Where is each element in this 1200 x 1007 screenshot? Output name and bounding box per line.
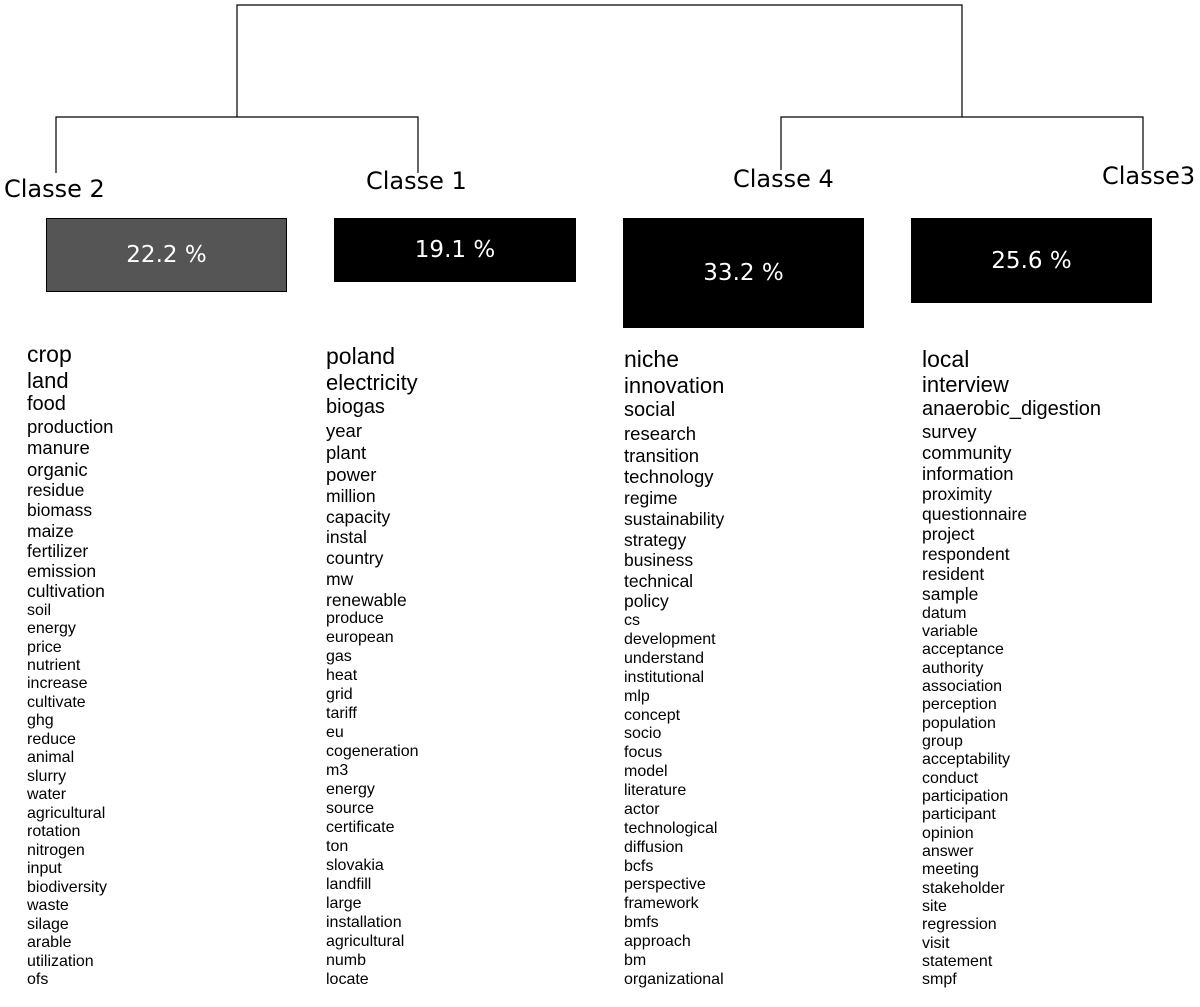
word-item: bmfs xyxy=(624,914,659,932)
word-item: literature xyxy=(624,782,687,800)
word-item: eu xyxy=(326,724,344,742)
word-list-classe-1 xyxy=(326,343,419,990)
word-item: sustainability xyxy=(624,508,725,529)
percent-value-classe-1: 19.1 % xyxy=(414,237,496,263)
percent-box-classe-4 xyxy=(623,218,864,328)
word-item: heat xyxy=(326,667,358,685)
word-item: installation xyxy=(326,913,402,931)
word-item: emission xyxy=(27,561,97,582)
word-item: cultivate xyxy=(27,693,86,711)
word-item: animal xyxy=(27,749,75,767)
word-item: community xyxy=(922,441,1012,463)
word-item: capacity xyxy=(326,506,391,527)
word-item: acceptability xyxy=(922,751,1011,769)
word-item: smpf xyxy=(922,971,957,989)
word-item: statement xyxy=(922,953,993,971)
word-item: european xyxy=(326,629,394,647)
word-item: certificate xyxy=(326,819,395,837)
word-item: social xyxy=(624,399,676,422)
word-item: focus xyxy=(624,744,663,762)
dendrogram-tree xyxy=(0,0,1200,203)
word-item: acceptance xyxy=(922,641,1004,659)
word-item: project xyxy=(922,524,975,545)
word-item: cultivation xyxy=(27,581,105,602)
percent-box-classe-1 xyxy=(334,218,576,282)
word-item: group xyxy=(922,732,963,750)
word-item: technological xyxy=(624,819,718,837)
word-item: poland xyxy=(326,343,396,369)
word-item: million xyxy=(326,485,376,506)
word-item: regime xyxy=(624,488,678,509)
word-item: anaerobic_digestion xyxy=(922,397,1102,420)
word-item: understand xyxy=(624,649,705,667)
word-item: authority xyxy=(922,659,984,677)
word-item: population xyxy=(922,714,996,732)
word-item: policy xyxy=(624,591,669,612)
word-item: cs xyxy=(624,612,640,630)
class-label-classe-3: Classe3 xyxy=(1102,162,1196,190)
word-item: cogeneration xyxy=(326,743,419,761)
word-item: strategy xyxy=(624,529,687,550)
word-item: mw xyxy=(326,568,354,589)
word-item: utilization xyxy=(27,952,94,970)
word-item: datum xyxy=(922,604,967,622)
class-label-classe-4: Classe 4 xyxy=(733,165,834,193)
word-item: increase xyxy=(27,675,88,693)
word-item: nitrogen xyxy=(27,841,85,859)
word-item: waste xyxy=(27,897,69,915)
word-item: meeting xyxy=(922,861,979,879)
word-item: variable xyxy=(922,622,979,640)
word-item: concept xyxy=(624,706,681,724)
word-item: institutional xyxy=(624,668,705,686)
word-item: nutrient xyxy=(27,657,81,674)
word-item: renewable xyxy=(326,589,407,610)
word-item: business xyxy=(624,550,694,571)
word-item: mlp xyxy=(624,687,650,705)
word-item: organic xyxy=(27,458,88,480)
word-item: answer xyxy=(922,842,974,860)
word-item: technical xyxy=(624,570,694,591)
word-item: resident xyxy=(922,564,985,585)
word-item: model xyxy=(624,763,668,781)
word-item: gas xyxy=(326,648,352,666)
percent-value-classe-4: 33.2 % xyxy=(703,260,784,286)
word-item: sample xyxy=(922,584,979,605)
word-item: input xyxy=(27,860,62,878)
word-item: bcfs xyxy=(624,857,654,875)
word-item: questionnaire xyxy=(922,504,1028,525)
word-item: stakeholder xyxy=(922,879,1005,897)
word-item: locate xyxy=(326,970,369,988)
word-item: research xyxy=(624,422,696,444)
word-item: development xyxy=(624,631,716,649)
word-item: m3 xyxy=(326,762,349,780)
word-item: fertilizer xyxy=(27,540,89,561)
word-item: ghg xyxy=(27,712,54,730)
percent-value-classe-3: 25.6 % xyxy=(991,247,1072,274)
word-item: proximity xyxy=(922,484,993,505)
word-item: residue xyxy=(27,480,85,501)
word-item: land xyxy=(27,367,69,393)
root-branch xyxy=(237,5,962,117)
word-item: biomass xyxy=(27,500,93,521)
word-item: interview xyxy=(922,372,1009,398)
word-item: slurry xyxy=(27,767,67,785)
word-item: respondent xyxy=(922,544,1010,565)
word-item: water xyxy=(27,786,67,804)
word-item: energy xyxy=(326,781,375,799)
percent-box-classe-2 xyxy=(46,218,287,292)
word-item: maize xyxy=(27,520,74,541)
word-item: landfill xyxy=(326,875,372,893)
word-item: crop xyxy=(27,341,72,367)
word-item: numb xyxy=(326,951,367,969)
word-item: biodiversity xyxy=(27,878,108,896)
word-item: food xyxy=(27,393,66,415)
word-item: soil xyxy=(27,601,52,619)
word-item: site xyxy=(922,898,947,916)
word-item: survey xyxy=(922,420,977,442)
word-item: organizational xyxy=(624,970,724,988)
word-item: ton xyxy=(326,838,349,855)
word-item: socio xyxy=(624,725,662,743)
word-item: slovakia xyxy=(326,856,384,874)
word-item: visit xyxy=(922,934,950,952)
word-item: local xyxy=(922,346,970,372)
word-item: production xyxy=(27,416,114,438)
word-item: innovation xyxy=(624,373,725,399)
word-item: electricity xyxy=(326,370,418,396)
word-list-classe-4 xyxy=(624,346,724,990)
word-item: tariff xyxy=(326,705,357,723)
word-item: framework xyxy=(624,895,699,913)
word-item: approach xyxy=(624,933,691,951)
word-item: plant xyxy=(326,442,367,463)
word-item: instal xyxy=(326,527,367,548)
word-item: ofs xyxy=(27,971,49,989)
word-item: association xyxy=(922,677,1003,695)
word-item: transition xyxy=(624,444,700,466)
word-item: conduct xyxy=(922,769,979,787)
left-branch xyxy=(56,117,418,173)
word-item: manure xyxy=(27,437,90,459)
class-label-classe-1: Classe 1 xyxy=(366,167,467,195)
word-item: participation xyxy=(922,787,1009,805)
word-item: large xyxy=(326,894,362,912)
word-item: actor xyxy=(624,800,660,818)
word-item: perception xyxy=(922,696,997,714)
word-item: rotation xyxy=(27,823,81,841)
word-item: bm xyxy=(624,951,647,969)
word-list-classe-2 xyxy=(27,341,113,990)
word-item: biogas xyxy=(326,396,385,419)
word-item: energy xyxy=(27,620,76,638)
word-item: technology xyxy=(624,466,714,488)
word-item: perspective xyxy=(624,876,706,894)
word-item: regression xyxy=(922,916,997,934)
class-label-classe-2: Classe 2 xyxy=(4,175,105,203)
word-item: source xyxy=(326,800,375,818)
word-item: price xyxy=(27,638,62,656)
word-item: diffusion xyxy=(624,838,684,856)
word-item: opinion xyxy=(922,824,974,842)
word-item: reduce xyxy=(27,730,76,748)
word-item: agricultural xyxy=(27,804,106,822)
word-item: agricultural xyxy=(326,932,405,950)
percent-box-classe-3 xyxy=(911,218,1152,303)
word-list-classe-3 xyxy=(922,346,1101,990)
right-branch xyxy=(781,117,1143,170)
word-item: country xyxy=(326,548,384,569)
word-item: year xyxy=(326,420,362,442)
word-item: silage xyxy=(27,915,69,933)
word-item: arable xyxy=(27,934,72,952)
word-item: information xyxy=(922,462,1014,484)
word-item: produce xyxy=(326,610,384,628)
percent-value-classe-2: 22.2 % xyxy=(126,242,207,268)
word-item: grid xyxy=(326,686,353,704)
word-item: participant xyxy=(922,806,996,824)
word-item: niche xyxy=(624,346,679,372)
word-item: power xyxy=(326,463,377,485)
